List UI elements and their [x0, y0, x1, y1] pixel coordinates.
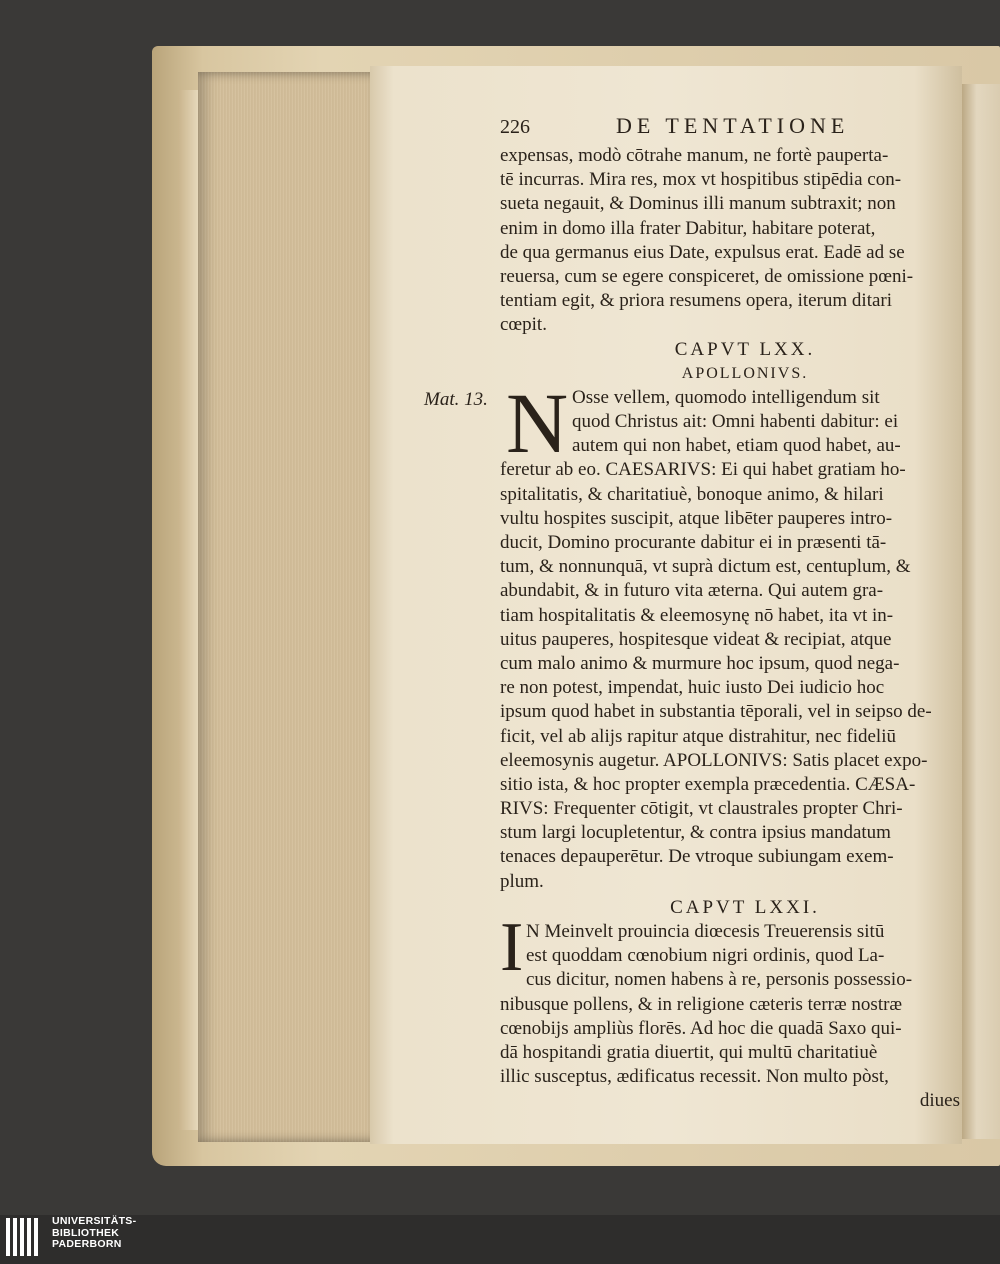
text-line: tē incurras. Mira res, mox vt hospitibus stipēdia con-	[500, 169, 902, 191]
text-line: vultu hospites suscipit, atque libēter pauperes intro-	[500, 507, 893, 529]
facing-page-edge	[958, 84, 1000, 1139]
top-paragraph	[500, 144, 960, 338]
text-line: uitus pauperes, hospitesque videat & recipiat, atque	[500, 628, 892, 650]
logo-line: UNIVERSITÄTS-	[52, 1215, 137, 1227]
text-line: tum, & nonnunquā, vt suprà dictum est, centuplum, &	[500, 556, 911, 578]
logo-line: BIBLIOTHEK	[52, 1226, 120, 1239]
catchword: diues	[919, 1090, 960, 1112]
text-line: N Meinvelt prouincia diœcesis Treuerensis sitū	[526, 921, 885, 942]
margin-note: Mat. 13.	[424, 389, 488, 410]
text-line: de qua germanus eius Date, expulsus erat. Eadē ad se	[500, 241, 905, 263]
text-line: illic susceptus, ædificatus recessit. Non multo pòst,	[500, 1066, 889, 1088]
text-line: plum.	[500, 870, 544, 892]
text-line: cœpit.	[500, 314, 547, 336]
text-line: cœnobijs ampliùs florēs. Ad hoc die quadā Saxo qui-	[500, 1017, 902, 1039]
cover-edge	[178, 90, 200, 1130]
chapter-70-subheading: APOLLONIVS.	[681, 364, 809, 382]
text-line: est quoddam cœnobium nigri ordinis, quod La-	[526, 945, 885, 967]
text-line: ducit, Domino procurante dabitur ei in præsenti tā-	[500, 532, 887, 553]
text-line: re non potest, impendat, huic iusto Dei iudicio hoc	[500, 677, 885, 699]
text-line: tenaces depauperētur. De vtroque subiungam exem-	[500, 846, 894, 868]
text-line: spitalitatis, & charitatiuè, bonoque animo, & hilari	[500, 483, 884, 505]
chapter-70-body	[500, 374, 960, 894]
page-text	[500, 114, 960, 1114]
drop-cap-n: N	[506, 374, 569, 471]
logo-line: PADERBORN	[52, 1238, 122, 1250]
footer-bar	[0, 1215, 1000, 1264]
page-stack	[198, 72, 382, 1142]
text-line: stum largi locupletentur, & contra ipsius mandatum	[500, 822, 891, 844]
chapter-70-heading: CAPVT LXX.	[674, 338, 816, 360]
text-line: enim in domo illa frater Dabitur, habitare poterat,	[500, 217, 876, 239]
text-line: expensas, modò cōtrahe manum, ne fortè pauperta-	[500, 145, 889, 166]
text-line: RIVS: Frequenter cōtigit, vt claustrales propter Chri-	[500, 798, 903, 820]
running-head	[500, 114, 960, 144]
text-line: sitio ista, & hoc propter exempla præcedentia. CÆSA-	[500, 773, 916, 795]
text-line: dā hospitandi gratia diuertit, qui multū charitatiuè	[500, 1041, 878, 1063]
text-line: cum malo animo & murmure hoc ipsum, quod nega-	[500, 652, 900, 674]
text-line: autem qui non habet, etiam quod habet, au-	[572, 435, 901, 457]
text-line: Osse vellem, quomodo intelligendum sit	[572, 386, 880, 408]
library-logo-text	[52, 1216, 136, 1251]
text-line: tentiam egit, & priora resumens opera, iterum ditari	[500, 290, 893, 312]
page-number: 226	[500, 116, 530, 138]
text-line: quod Christus ait: Omni habenti dabitur: ei	[572, 411, 899, 433]
chapter-71-body	[500, 909, 960, 1089]
text-line: ficit, vel ab alijs rapitur atque distrahitur, nec fideliū	[500, 725, 896, 747]
text-line: sueta negauit, & Dominus illi manum subtraxit; non	[500, 193, 896, 215]
running-head-title: DE TENTATIONE	[616, 113, 850, 138]
text-line: eleemosynis augetur. APOLLONIVS: Satis placet expo-	[500, 749, 928, 771]
text-line: nibusque pollens, & in religione cæteris terræ nostræ	[500, 993, 903, 1015]
drop-cap-i: I	[500, 909, 524, 986]
text-line: cus dicitur, nomen habens à re, personis possessio-	[526, 969, 913, 991]
text-line: abundabit, & in futuro vita æterna. Qui autem gra-	[500, 580, 884, 602]
text-line: tiam hospitalitatis & eleemosynę nō habet, ita vt in-	[500, 604, 894, 626]
text-line: feretur ab eo. CAESARIVS: Ei qui habet gratiam ho-	[500, 459, 906, 481]
text-line: ipsum quod habet in substantia tēporali, vel in seipso de-	[500, 701, 932, 723]
chapter-71-heading: CAPVT LXXI.	[670, 896, 820, 918]
library-logo-icon	[6, 1218, 44, 1256]
text-line: reuersa, cum se egere conspiceret, de omissione pœni-	[500, 265, 914, 287]
